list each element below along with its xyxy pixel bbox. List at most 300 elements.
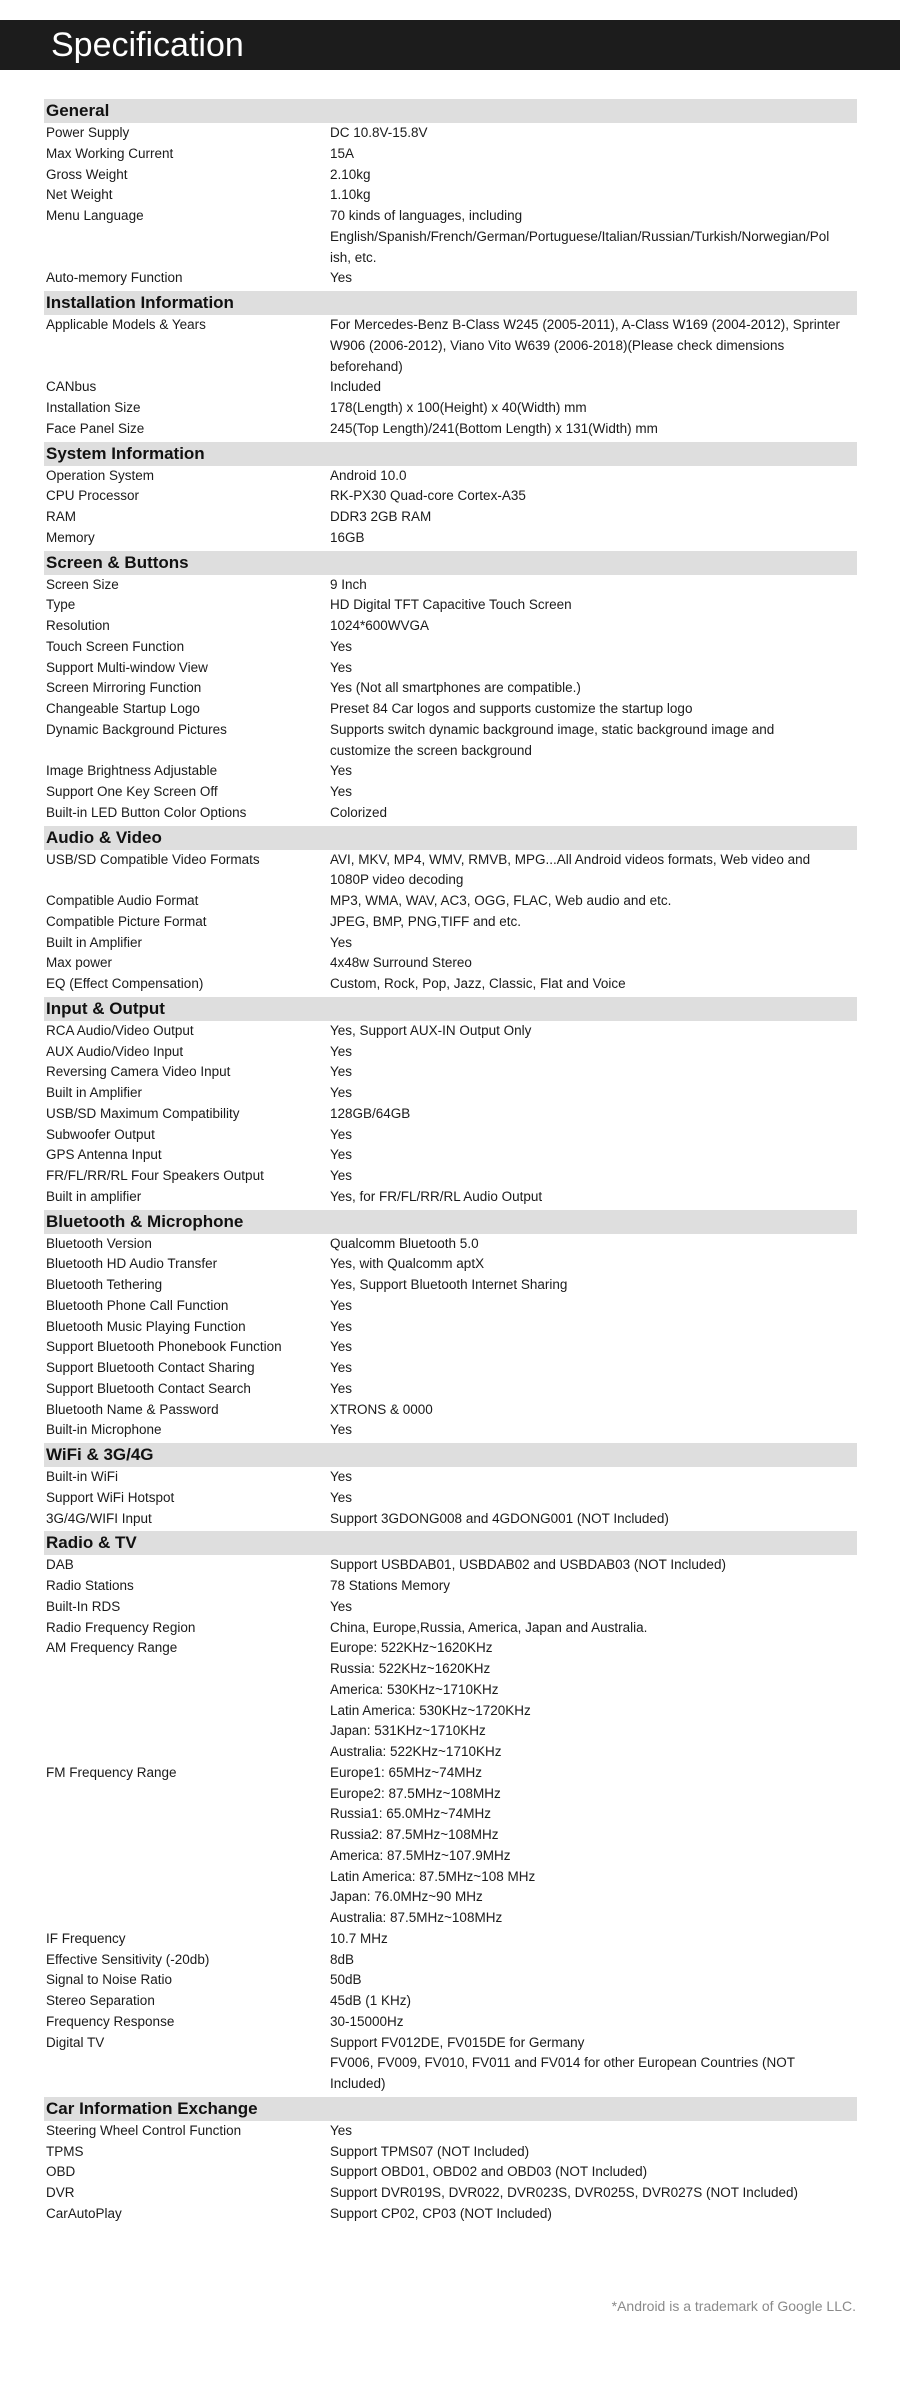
section-heading: Car Information Exchange (44, 2097, 857, 2121)
spec-value-line: Included) (330, 2076, 386, 2091)
spec-value (330, 1275, 857, 1296)
spec-label: RCA Audio/Video Output (46, 1022, 194, 1038)
spec-label: Stereo Separation (46, 1993, 155, 2008)
spec-row (44, 1337, 857, 1358)
spec-value (330, 1420, 857, 1441)
spec-row (44, 1104, 857, 1125)
spec-value-line: Australia: 522KHz~1710KHz (330, 1744, 502, 1759)
spec-label: Max power (46, 955, 113, 971)
spec-label: Support Bluetooth Contact Sharing (46, 1360, 255, 1375)
spec-row (44, 1576, 857, 1597)
spec-value-line: Yes (330, 763, 353, 779)
page-title: Specification (51, 26, 244, 64)
spec-value-line: Yes (330, 1085, 353, 1100)
spec-row (44, 1929, 857, 1950)
spec-value (330, 1597, 857, 1618)
spec-value (330, 1166, 857, 1187)
section-heading: Radio & TV (44, 1531, 857, 1555)
spec-value-line: Included (330, 379, 382, 395)
spec-value-line: FV006, FV009, FV010, FV011 and FV014 for other European Countries (NOT (330, 2055, 795, 2071)
spec-row (44, 974, 857, 995)
spec-value (330, 575, 857, 596)
spec-label: CANbus (46, 379, 97, 395)
spec-value (330, 678, 857, 699)
spec-value (330, 761, 857, 782)
spec-value-line: HD Digital TFT Capacitive Touch Screen (330, 597, 572, 613)
spec-label: Bluetooth HD Audio Transfer (46, 1256, 218, 1272)
spec-value-line: Preset 84 Car logos and supports customize the startup logo (330, 701, 693, 716)
spec-label: Steering Wheel Control Function (46, 2122, 242, 2138)
spec-value-line: Yes (330, 1469, 353, 1484)
spec-label: Support One Key Screen Off (46, 784, 218, 799)
spec-row (44, 165, 857, 186)
spec-value-line: Yes (330, 1126, 353, 1142)
spec-value (330, 1509, 857, 1530)
spec-value-line: Supports switch dynamic background image, static background image and (330, 721, 775, 737)
spec-label: IF Frequency (46, 1930, 126, 1946)
spec-row (44, 268, 857, 289)
spec-value (330, 2012, 857, 2033)
spec-value (330, 1337, 857, 1358)
spec-value (330, 1042, 857, 1063)
spec-row (44, 1488, 857, 1509)
spec-value-line: Russia2: 87.5MHz~108MHz (330, 1827, 499, 1842)
spec-value (330, 1970, 857, 1991)
spec-value (330, 123, 857, 144)
spec-value-line: DDR3 2GB RAM (330, 509, 432, 524)
spec-row (44, 699, 857, 720)
spec-value (330, 912, 857, 933)
section-general (44, 99, 857, 289)
spec-value (330, 1555, 857, 1576)
spec-row (44, 486, 857, 507)
spec-label: Built in Amplifier (46, 934, 143, 950)
spec-value-line: America: 87.5MHz~107.9MHz (330, 1847, 511, 1863)
spec-row (44, 1254, 857, 1275)
section-radio-and-tv (44, 1531, 857, 2095)
spec-label: Gross Weight (46, 166, 128, 182)
spec-row (44, 1083, 857, 1104)
spec-label: Signal to Noise Ratio (46, 1972, 173, 1988)
section-screen-and-buttons (44, 551, 857, 824)
section-heading: Screen & Buttons (44, 551, 857, 575)
spec-value-line: 70 kinds of languages, including (330, 208, 523, 223)
spec-value (330, 1991, 857, 2012)
spec-row (44, 206, 857, 268)
spec-value-line: Yes, with Qualcomm aptX (330, 1256, 485, 1272)
spec-value-line: Europe2: 87.5MHz~108MHz (330, 1785, 501, 1801)
spec-row (44, 528, 857, 549)
spec-value-line: Yes (330, 1598, 353, 1614)
spec-label: Memory (46, 529, 95, 545)
spec-value (330, 2121, 857, 2142)
spec-row (44, 1062, 857, 1083)
spec-label: Bluetooth Version (46, 1235, 152, 1251)
spec-value (330, 1576, 857, 1597)
spec-value-line: 1.10kg (330, 187, 371, 203)
spec-label: FM Frequency Range (46, 1764, 177, 1780)
spec-label: Screen Mirroring Function (46, 680, 202, 696)
spec-value-line: AVI, MKV, MP4, WMV, RMVB, MPG...All Android videos formats, Web video and (330, 851, 811, 867)
spec-value-line: 45dB (1 KHz) (330, 1993, 412, 2008)
spec-value (330, 466, 857, 487)
spec-value-line: Yes, Support AUX-IN Output Only (330, 1022, 532, 1038)
spec-value (330, 1317, 857, 1338)
spec-row (44, 1991, 857, 2012)
spec-row (44, 1638, 857, 1763)
spec-value-line: Qualcomm Bluetooth 5.0 (330, 1235, 479, 1251)
spec-value-line: America: 530KHz~1710KHz (330, 1681, 499, 1697)
spec-value-line: Yes (330, 1318, 353, 1334)
section-heading: System Information (44, 442, 857, 466)
spec-value-line: Custom, Rock, Pop, Jazz, Classic, Flat and Voice (330, 976, 626, 991)
spec-row (44, 1379, 857, 1400)
spec-value-line: ish, etc. (330, 249, 377, 265)
spec-value (330, 1234, 857, 1255)
spec-label: FR/FL/RR/RL Four Speakers Output (46, 1168, 264, 1183)
spec-value (330, 1125, 857, 1146)
spec-label: Compatible Picture Format (46, 913, 207, 929)
spec-value (330, 1950, 857, 1971)
spec-label: Support Multi-window View (46, 659, 208, 675)
spec-value-line: JPEG, BMP, PNG,TIFF and etc. (330, 913, 522, 929)
section-wifi-and-3g-4g (44, 1443, 857, 1529)
spec-label: OBD (46, 2164, 76, 2180)
spec-row (44, 678, 857, 699)
spec-value (330, 165, 857, 186)
spec-value-line: Yes (330, 1064, 353, 1080)
section-installation-information (44, 291, 857, 440)
spec-label: Reversing Camera Video Input (46, 1064, 231, 1080)
spec-value-line: Europe1: 65MHz~74MHz (330, 1764, 482, 1780)
spec-row (44, 1042, 857, 1063)
spec-label: Subwoofer Output (46, 1126, 155, 1142)
spec-label: Digital TV (46, 2034, 105, 2050)
spec-label: Applicable Models & Years (46, 317, 206, 332)
spec-value-line: Japan: 76.0MHz~90 MHz (330, 1889, 483, 1905)
spec-value-line: customize the screen background (330, 742, 532, 758)
spec-value (330, 803, 857, 824)
spec-value-line: Latin America: 530KHz~1720KHz (330, 1702, 531, 1718)
spec-value-line: Yes (330, 1360, 353, 1375)
spec-value-line: Yes (330, 784, 353, 799)
spec-row (44, 1420, 857, 1441)
spec-row (44, 1187, 857, 1208)
trademark-footnote: *Android is a trademark of Google LLC. (611, 2298, 856, 2314)
spec-value (330, 658, 857, 679)
spec-value (330, 1296, 857, 1317)
section-audio-and-video (44, 826, 857, 995)
spec-row (44, 507, 857, 528)
section-input-and-output (44, 997, 857, 1208)
spec-value (330, 891, 857, 912)
spec-label: Support Bluetooth Contact Search (46, 1380, 251, 1396)
spec-value-line: Support USBDAB01, USBDAB02 and USBDAB03 (NOT Included) (330, 1557, 726, 1573)
spec-value-line: 4x48w Surround Stereo (330, 955, 472, 971)
spec-label: Radio Frequency Region (46, 1619, 196, 1635)
spec-row (44, 1597, 857, 1618)
spec-value (330, 1104, 857, 1125)
spec-row (44, 850, 857, 892)
spec-value-line: 245(Top Length)/241(Bottom Length) x 131(Width) mm (330, 420, 658, 436)
spec-label: Image Brightness Adjustable (46, 763, 218, 779)
section-heading: Input & Output (44, 997, 857, 1021)
spec-label: Bluetooth Name & Password (46, 1401, 219, 1417)
spec-row (44, 377, 857, 398)
section-system-information (44, 442, 857, 549)
spec-label: DVR (46, 2185, 75, 2200)
spec-row (44, 637, 857, 658)
specification-table (44, 99, 857, 2225)
spec-value (330, 1358, 857, 1379)
spec-row (44, 466, 857, 487)
spec-label: Built in Amplifier (46, 1085, 143, 1100)
spec-label: Support WiFi Hotspot (46, 1489, 175, 1505)
spec-row (44, 1763, 857, 1929)
spec-row (44, 720, 857, 762)
spec-row (44, 1125, 857, 1146)
spec-label: Built-in Microphone (46, 1422, 162, 1438)
spec-value-line: Support OBD01, OBD02 and OBD03 (NOT Included) (330, 2164, 648, 2180)
spec-value-line: Yes (330, 270, 353, 286)
spec-value (330, 595, 857, 616)
spec-row (44, 2183, 857, 2204)
spec-value (330, 1021, 857, 1042)
spec-value-line: 128GB/64GB (330, 1105, 411, 1121)
spec-value (330, 616, 857, 637)
spec-row (44, 803, 857, 824)
section-car-information-exchange (44, 2097, 857, 2225)
spec-row (44, 185, 857, 206)
spec-label: Dynamic Background Pictures (46, 721, 227, 737)
spec-row (44, 658, 857, 679)
spec-value-line: Yes (330, 1168, 353, 1183)
spec-value (330, 507, 857, 528)
spec-label: RAM (46, 509, 76, 524)
spec-label: Installation Size (46, 400, 141, 415)
spec-value (330, 315, 857, 377)
spec-value-line: Support 3GDONG008 and 4GDONG001 (NOT Included) (330, 1510, 669, 1526)
spec-label: Max Working Current (46, 145, 174, 161)
spec-label: AUX Audio/Video Input (46, 1043, 184, 1059)
spec-value (330, 699, 857, 720)
spec-value (330, 850, 857, 892)
spec-label: Auto-memory Function (46, 270, 183, 286)
spec-value (330, 1083, 857, 1104)
spec-label: EQ (Effect Compensation) (46, 976, 204, 991)
spec-value-line: English/Spanish/French/German/Portuguese/Italian/Russian/Turkish/Norwegian/Pol (330, 228, 830, 244)
spec-value (330, 1187, 857, 1208)
spec-row (44, 398, 857, 419)
spec-value-line: XTRONS & 0000 (330, 1401, 433, 1417)
spec-value (330, 974, 857, 995)
spec-value (330, 528, 857, 549)
spec-label: DAB (46, 1557, 74, 1573)
spec-value (330, 2142, 857, 2163)
spec-value-line: Yes, for FR/FL/RR/RL Audio Output (330, 1188, 543, 1204)
spec-row (44, 616, 857, 637)
spec-value-line: beforehand) (330, 358, 403, 374)
spec-value (330, 1062, 857, 1083)
spec-value (330, 1763, 857, 1929)
spec-value (330, 1400, 857, 1421)
spec-row (44, 1970, 857, 1991)
spec-row (44, 1509, 857, 1530)
spec-value-line: Support FV012DE, FV015DE for Germany (330, 2034, 585, 2050)
spec-value-line: Support TPMS07 (NOT Included) (330, 2143, 530, 2159)
spec-value (330, 2162, 857, 2183)
spec-label: CPU Processor (46, 488, 140, 504)
spec-value-line: 178(Length) x 100(Height) x 40(Width) mm (330, 400, 587, 415)
spec-value-line: Android 10.0 (330, 467, 407, 483)
spec-value-line: MP3, WMA, WAV, AC3, OGG, FLAC, Web audio and etc. (330, 893, 672, 908)
spec-value-line: 78 Stations Memory (330, 1578, 451, 1593)
spec-label: Bluetooth Music Playing Function (46, 1318, 246, 1334)
spec-value (330, 1618, 857, 1639)
spec-label: Frequency Response (46, 2013, 175, 2029)
spec-value (330, 2204, 857, 2225)
spec-label: GPS Antenna Input (46, 1147, 162, 1163)
spec-value (330, 1145, 857, 1166)
spec-value-line: Yes (330, 1147, 353, 1163)
spec-label: Screen Size (46, 576, 119, 592)
spec-row (44, 782, 857, 803)
spec-row (44, 2121, 857, 2142)
spec-value (330, 933, 857, 954)
spec-value (330, 419, 857, 440)
spec-label: Built-in LED Button Color Options (46, 804, 247, 820)
spec-row (44, 2142, 857, 2163)
spec-value-line: 10.7 MHz (330, 1930, 388, 1946)
spec-row (44, 1358, 857, 1379)
spec-value-line: Latin America: 87.5MHz~108 MHz (330, 1868, 536, 1884)
spec-value (330, 1379, 857, 1400)
spec-label: Effective Sensitivity (-20db) (46, 1951, 210, 1967)
spec-label: Bluetooth Tethering (46, 1277, 163, 1292)
spec-value-line: Yes (330, 1043, 353, 1059)
spec-value-line: 8dB (330, 1951, 355, 1967)
section-bluetooth-and-microphone (44, 1210, 857, 1442)
spec-row (44, 1166, 857, 1187)
spec-row (44, 575, 857, 596)
spec-value-line: Yes (330, 934, 353, 950)
spec-row (44, 891, 857, 912)
spec-value-line: 1024*600WVGA (330, 618, 430, 633)
spec-value-line: China, Europe,Russia, America, Japan and Australia. (330, 1619, 648, 1635)
spec-row (44, 912, 857, 933)
spec-value-line: Colorized (330, 804, 388, 820)
spec-label: AM Frequency Range (46, 1640, 178, 1656)
spec-row (44, 2204, 857, 2225)
spec-value-line: DC 10.8V-15.8V (330, 125, 428, 140)
spec-value-line: 16GB (330, 529, 365, 545)
spec-label: Face Panel Size (46, 420, 145, 436)
spec-value-line: 50dB (330, 1972, 362, 1988)
spec-value-line: W906 (2006-2012), Viano Vito W639 (2006-2018)(Please check dimensions (330, 337, 785, 353)
spec-value (330, 1929, 857, 1950)
spec-value-line: 9 Inch (330, 576, 367, 592)
spec-value-line: Support DVR019S, DVR022, DVR023S, DVR025S, DVR027S (NOT Included) (330, 2185, 798, 2200)
spec-value (330, 486, 857, 507)
spec-value (330, 398, 857, 419)
spec-value-line: RK-PX30 Quad-core Cortex-A35 (330, 488, 526, 504)
spec-row (44, 1400, 857, 1421)
spec-label: 3G/4G/WIFI Input (46, 1510, 152, 1526)
spec-label: Built in amplifier (46, 1188, 142, 1204)
spec-label: CarAutoPlay (46, 2205, 122, 2221)
spec-value-line: Yes (Not all smartphones are compatible.) (330, 680, 581, 696)
spec-value-line: Japan: 531KHz~1710KHz (330, 1723, 486, 1739)
spec-row (44, 1317, 857, 1338)
spec-label: Operation System (46, 467, 155, 483)
spec-value-line: Yes (330, 1422, 353, 1438)
spec-row (44, 1275, 857, 1296)
spec-label: Power Supply (46, 125, 130, 140)
spec-label: Net Weight (46, 187, 113, 203)
spec-label: TPMS (46, 2143, 84, 2159)
spec-row (44, 315, 857, 377)
spec-value-line: Support CP02, CP03 (NOT Included) (330, 2205, 552, 2221)
spec-value (330, 953, 857, 974)
spec-row (44, 933, 857, 954)
spec-value-line: Yes, Support Bluetooth Internet Sharing (330, 1277, 568, 1292)
page-title-banner (0, 20, 900, 70)
spec-row (44, 1021, 857, 1042)
spec-label: Menu Language (46, 208, 144, 223)
spec-value-line: Yes (330, 1297, 353, 1313)
spec-value (330, 144, 857, 165)
spec-value-line: For Mercedes-Benz B-Class W245 (2005-2011), A-Class W169 (2004-2012), Sprinter (330, 317, 840, 332)
spec-row (44, 1296, 857, 1317)
spec-row (44, 1234, 857, 1255)
spec-value (330, 206, 857, 268)
section-heading: Installation Information (44, 291, 857, 315)
spec-label: Built-in WiFi (46, 1469, 119, 1484)
spec-value (330, 2033, 857, 2095)
spec-value-line: Yes (330, 1489, 353, 1505)
spec-label: Resolution (46, 618, 110, 633)
spec-label: Touch Screen Function (46, 638, 185, 654)
section-heading: WiFi & 3G/4G (44, 1443, 857, 1467)
spec-row (44, 1555, 857, 1576)
spec-row (44, 953, 857, 974)
spec-value-line: Yes (330, 1380, 353, 1396)
spec-value (330, 782, 857, 803)
section-heading: Audio & Video (44, 826, 857, 850)
spec-row (44, 419, 857, 440)
spec-value (330, 637, 857, 658)
spec-value (330, 720, 857, 762)
spec-value (330, 2183, 857, 2204)
spec-value-line: 2.10kg (330, 166, 371, 182)
spec-row (44, 1145, 857, 1166)
spec-value (330, 1467, 857, 1488)
spec-value-line: 15A (330, 145, 355, 161)
spec-label: USB/SD Compatible Video Formats (46, 851, 260, 867)
spec-value (330, 185, 857, 206)
spec-value (330, 268, 857, 289)
spec-value-line: Yes (330, 638, 353, 654)
spec-row (44, 1467, 857, 1488)
spec-row (44, 1950, 857, 1971)
spec-label: Type (46, 597, 76, 613)
spec-row (44, 2033, 857, 2095)
spec-value-line: Russia1: 65.0MHz~74MHz (330, 1806, 491, 1822)
spec-row (44, 123, 857, 144)
spec-row (44, 761, 857, 782)
spec-value-line: Yes (330, 2122, 353, 2138)
section-heading: General (44, 99, 857, 123)
